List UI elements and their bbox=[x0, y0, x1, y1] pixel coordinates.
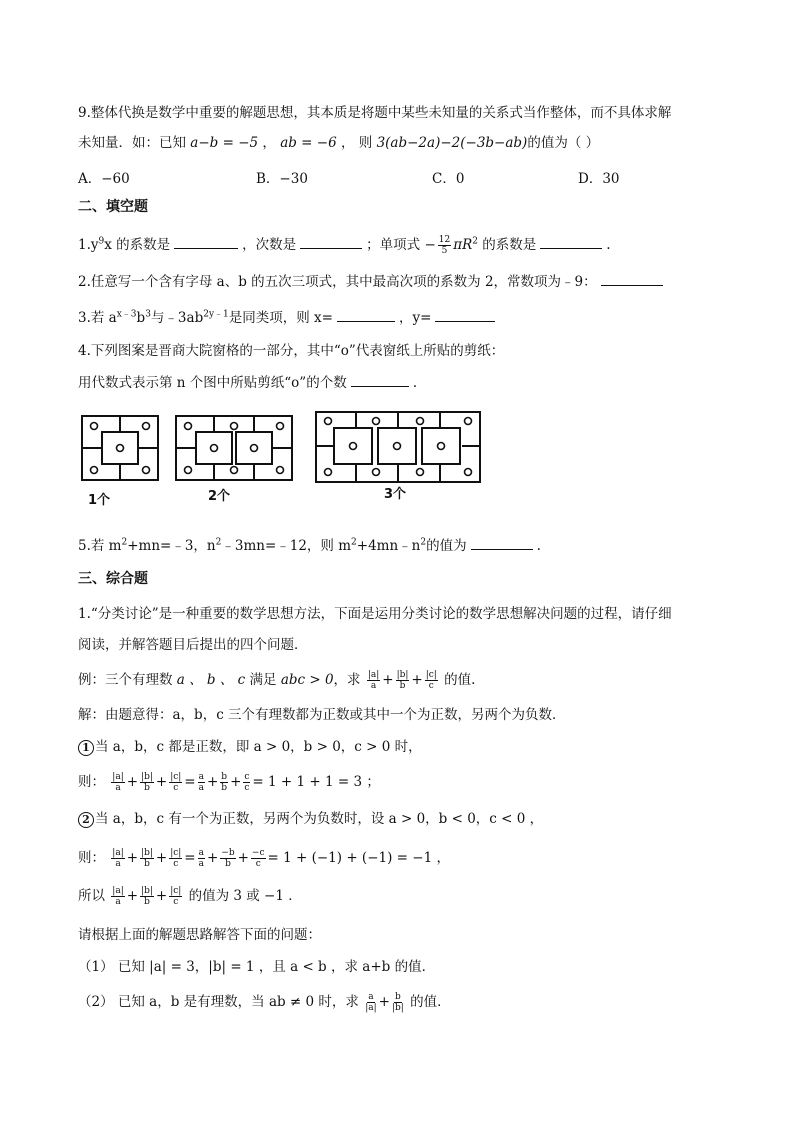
comp-q1-line2: 阅读，并解答题目后提出的四个问题． bbox=[78, 637, 308, 653]
q9-line1: 9.整体代换是数学中重要的解题思想，其本质是将题中某些未知量的关系式当作整体，而不具体求解 bbox=[78, 105, 672, 121]
case2-line: 2 当 a，b，c 有一个为正数，另两个为负数时，设 a > 0，b < 0，c < 0 ， bbox=[78, 810, 543, 828]
fraction-12-5: $\frac{12}{5}$ bbox=[438, 235, 451, 256]
example-line: 例：三个有理数 a 、 b 、 c 满足 abc > 0，求 $\frac{|a|}{a}$ + $\frac{|b|}{b}$ + $\frac{|c|}{c}$ 的值. bbox=[78, 670, 476, 691]
case-number-2: 2 bbox=[78, 812, 94, 828]
q9-option-a: A．−60 bbox=[78, 171, 130, 187]
fill-q5: 5.若 $m^2+mn=﹣3$，$n^2﹣3mn=﹣12$，则 $m^2+4mn﹣n^2$的值为 . bbox=[78, 535, 541, 555]
fill-q3: 3.若 $a^{x﹣3}b^3$与$﹣3ab^{2y﹣1}$是同类项，则 x= ，y= bbox=[78, 307, 499, 327]
prompt-line: 请根据上面的解题思路解答下面的问题： bbox=[78, 927, 321, 943]
solution-line: 解：由题意得：a，b，c 三个有理数都为正数或其中一个为正数，另两个为负数． bbox=[78, 707, 566, 723]
fill-q1: $1.y^9x$ 的系数是 ，次数是 ；单项式 − $\frac{12}{5}$ $\pi R^2$ 的系数是 . bbox=[78, 235, 611, 256]
fill-q4-line1: 4.下列图案是晋商大院窗格的一部分，其中“o”代表窗纸上所贴的剪纸： bbox=[78, 343, 505, 359]
fill-q3-blank-x[interactable] bbox=[337, 307, 395, 322]
fill-q3-blank-y[interactable] bbox=[435, 307, 495, 322]
case-number-1: 1 bbox=[78, 740, 94, 756]
figure-label-2: 2个 bbox=[208, 489, 231, 504]
fill-q1-blank3[interactable] bbox=[540, 234, 602, 249]
fill-q1-blank1[interactable] bbox=[174, 234, 238, 249]
q9-option-b: B．−30 bbox=[256, 171, 308, 187]
section2-title: 二、填空题 bbox=[78, 199, 148, 215]
case2-result: 则： $\frac{|a|}{a}$ + $\frac{|b|}{b}$ + $\frac{|c|}{c}$ = $\frac{a}{a}$ + $\frac{-b}{b}$ + $\frac{-c}{c}$ = 1 + (−1) + (−1) = −1 ， bbox=[78, 848, 450, 869]
problem-2: （2） 已知 a，b 是有理数，当 ab ≠ 0 时，求 $\frac{a}{|a|}$ + $\frac{b}{|b|}$ 的值． bbox=[78, 992, 451, 1013]
figure-label-1: 1个 bbox=[88, 493, 111, 508]
comp-q1-line1: 1.“分类讨论”是一种重要的数学思想方法，下面是运用分类讨论的数学思想解决问题的过程，请仔细 bbox=[78, 606, 672, 622]
lattice-figure-2 bbox=[176, 416, 292, 480]
q9-option-d: D．30 bbox=[578, 171, 620, 187]
fill-q2: 2.任意写一个含有字母 a、b 的五次三项式，其中最高次项的系数为 2，常数项为﹣9： bbox=[78, 271, 667, 291]
conclusion-line: 所以 $\frac{|a|}{a}$ + $\frac{|b|}{b}$ + $\frac{|c|}{c}$ 的值为 3 或 −1 ． bbox=[78, 886, 302, 907]
case1-line: 1 当 a，b，c 都是正数，即 a > 0，b > 0，c > 0 时， bbox=[78, 738, 422, 756]
fill-q1-blank2[interactable] bbox=[300, 234, 362, 249]
fill-q4-line2: 用代数式表示第 n 个图中所贴剪纸“o”的个数 . bbox=[78, 372, 417, 392]
q9-line2: 未知量．如：已知 a−b = −5 ， ab = −6 ， 则 3(ab−2a)−2(−3b−ab)的值为（ ） bbox=[78, 135, 600, 151]
fill-q5-blank[interactable] bbox=[471, 535, 533, 550]
case1-result: 则： $\frac{|a|}{a}$ + $\frac{|b|}{b}$ + $\frac{|c|}{c}$ = $\frac{a}{a}$ + $\frac{b}{b}$ + $\frac{c}{c}$ = 1 + 1 + 1 = 3 ； bbox=[78, 772, 380, 793]
lattice-figure-3 bbox=[316, 412, 480, 482]
q9-option-c: C．0 bbox=[432, 171, 465, 187]
section3-title: 三、综合题 bbox=[78, 571, 148, 587]
lattice-figure-1 bbox=[82, 416, 158, 480]
problem-1: （1） 已知 |a| = 3，|b| = 1 ，且 a < b ，求 a+b 的值． bbox=[78, 959, 436, 975]
fill-q4-blank[interactable] bbox=[351, 372, 409, 387]
fill-q2-blank[interactable] bbox=[601, 271, 663, 286]
lattice-figures bbox=[70, 404, 500, 512]
figure-label-3: 3个 bbox=[384, 487, 407, 502]
